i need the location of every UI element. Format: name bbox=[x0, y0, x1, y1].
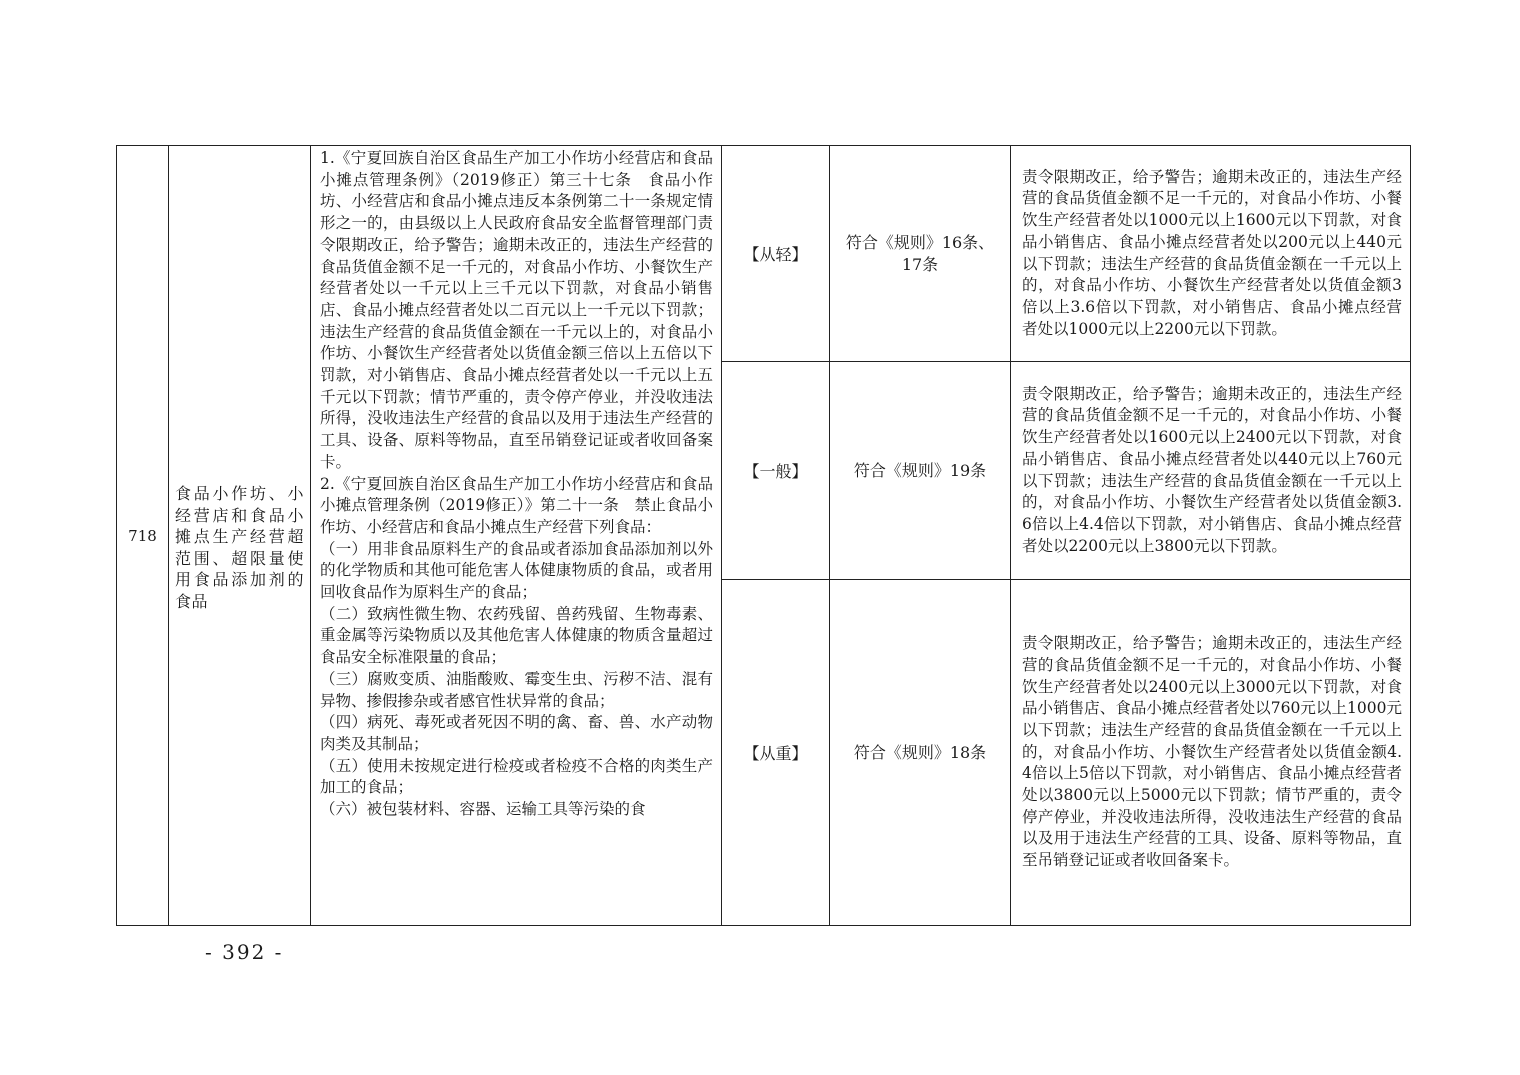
condition-light: 符合《规则》16条、17条 bbox=[845, 232, 995, 274]
standard-general: 责令限期改正，给予警告；逾期未改正的，违法生产经营的食品货值金额不足一千元的，对食品小作坊、小餐饮生产经营者处以1600元以上2400元以下罚款，对食品小销售店、食品小摊点经营者处以440元以上760元以下罚款；违法生产经营的食品货值金额在一千元以上的，对食品小作坊、小餐饮生产经营者处以货值金额3.6倍以上4.4倍以下罚款，对小销售店、食品小摊点经营者处以2200元以上3800元以下罚款。 bbox=[1022, 384, 1402, 555]
legal-basis-paragraph: （一）用非食品原料生产的食品或者添加食品添加剂以外的化学物质和其他可能危害人体健康物质的食品，或者用回收食品作为原料生产的食品； bbox=[320, 539, 713, 602]
legal-basis-paragraph: （三）腐败变质、油脂酸败、霉变生虫、污秽不洁、混有异物、掺假掺杂或者感官性状异常的食品； bbox=[320, 669, 713, 710]
violation-name: 食品小作坊、小经营店和食品小摊点生产经营超范围、超限量使用食品添加剂的食品 bbox=[175, 484, 304, 611]
level-light: 【从轻】 bbox=[722, 146, 830, 362]
legal-basis-paragraph: （四）病死、毒死或者死因不明的禽、畜、兽、水产动物肉类及其制品； bbox=[320, 713, 713, 753]
record-number: 718 bbox=[117, 146, 169, 926]
condition-cell bbox=[830, 146, 1011, 362]
level-general: 【一般】 bbox=[722, 362, 830, 580]
standard-heavy: 责令限期改正，给予警告；逾期未改正的，违法生产经营的食品货值金额不足一千元的，对食品小作坊、小餐饮生产经营者处以2400元以上3000元以下罚款，对食品小销售店、食品小摊点经营者处以760元以上1000元以下罚款；违法生产经营的食品货值金额在一千元以上的，对食品小作坊、小餐饮生产经营者处以货值金额4.4倍以上5倍以下罚款，对小销售店、食品小摊点经营者处以3800元以上5000元以下罚款；情节严重的，责令停产停业，并没收违法所得，没收违法生产经营的食品以及用于违法生产经营的工具、设备、原料等物品，直至吊销登记证或者收回备案卡。 bbox=[1022, 634, 1402, 870]
standard-light: 责令限期改正，给予警告；逾期未改正的，违法生产经营的食品货值金额不足一千元的，对食品小作坊、小餐饮生产经营者处以1000元以上1600元以下罚款，对食品小销售店、食品小摊点经营者处以200元以上440元以下罚款；违法生产经营的食品货值金额在一千元以上的，对食品小作坊、小餐饮生产经营者处以货值金额3倍以上3.6倍以下罚款，对小销售店、食品小摊点经营者处以1000元以上2200元以下罚款。 bbox=[1022, 167, 1402, 338]
standard-cell bbox=[1011, 580, 1411, 926]
standard-cell bbox=[1011, 146, 1411, 362]
condition-heavy: 符合《规则》18条 bbox=[853, 742, 987, 762]
standard-cell bbox=[1011, 362, 1411, 580]
condition-cell bbox=[830, 362, 1011, 580]
condition-general: 符合《规则》19条 bbox=[853, 460, 987, 480]
condition-cell bbox=[830, 580, 1011, 926]
legal-basis-paragraph: （六）被包装材料、容器、运输工具等污染的食 bbox=[320, 800, 646, 819]
legal-basis-text bbox=[311, 146, 721, 922]
legal-basis-cell bbox=[311, 146, 722, 926]
violation-name-cell bbox=[169, 146, 311, 926]
table-row bbox=[117, 146, 1411, 362]
legal-basis-paragraph: （二）致病性微生物、农药残留、兽药残留、生物毒素、重金属等污染物质以及其他危害人体健康的物质含量超过食品安全标准限量的食品； bbox=[320, 604, 713, 667]
legal-basis-paragraph: （五）使用未按规定进行检疫或者检疫不合格的肉类生产加工的食品； bbox=[320, 756, 713, 797]
legal-basis-paragraph: 2.《宁夏回族自治区食品生产加工小作坊小经营店和食品小摊点管理条例（2019修正）》第二十一条 禁止食品小作坊、小经营店和食品小摊点生产经营下列食品： bbox=[320, 474, 713, 536]
page-number: - 392 - bbox=[205, 940, 284, 964]
level-heavy: 【从重】 bbox=[722, 580, 830, 926]
penalty-table bbox=[116, 145, 1411, 926]
legal-basis-paragraph: 1.《宁夏回族自治区食品生产加工小作坊小经营店和食品小摊点管理条例》（2019修正）第三十七条 食品小作坊、小经营店和食品小摊点违反本条例第二十一条规定情形之一的，由县级以上人民政府食品安全监督管理部门责令限期改正，给予警告；逾期未改正的，违法生产经营的食品货值金额不足一千元的，对食品小作坊、小餐饮生产经营者处以一千元以上三千元以下罚款，对食品小销售店、食品小摊点经营者处以二百元以上一千元以下罚款；违法生产经营的食品货值金额在一千元以上的，对食品小作坊、小餐饮生产经营者处以货值金额三倍以上五倍以下罚款，对小销售店、食品小摊点经营者处以一千元以上五千元以下罚款；情节严重的，责令停产停业，并没收违法所得，没收违法生产经营的食品以及用于违法生产经营的工具、设备、原料等物品，直至吊销登记证或者收回备案卡。 bbox=[320, 149, 713, 471]
